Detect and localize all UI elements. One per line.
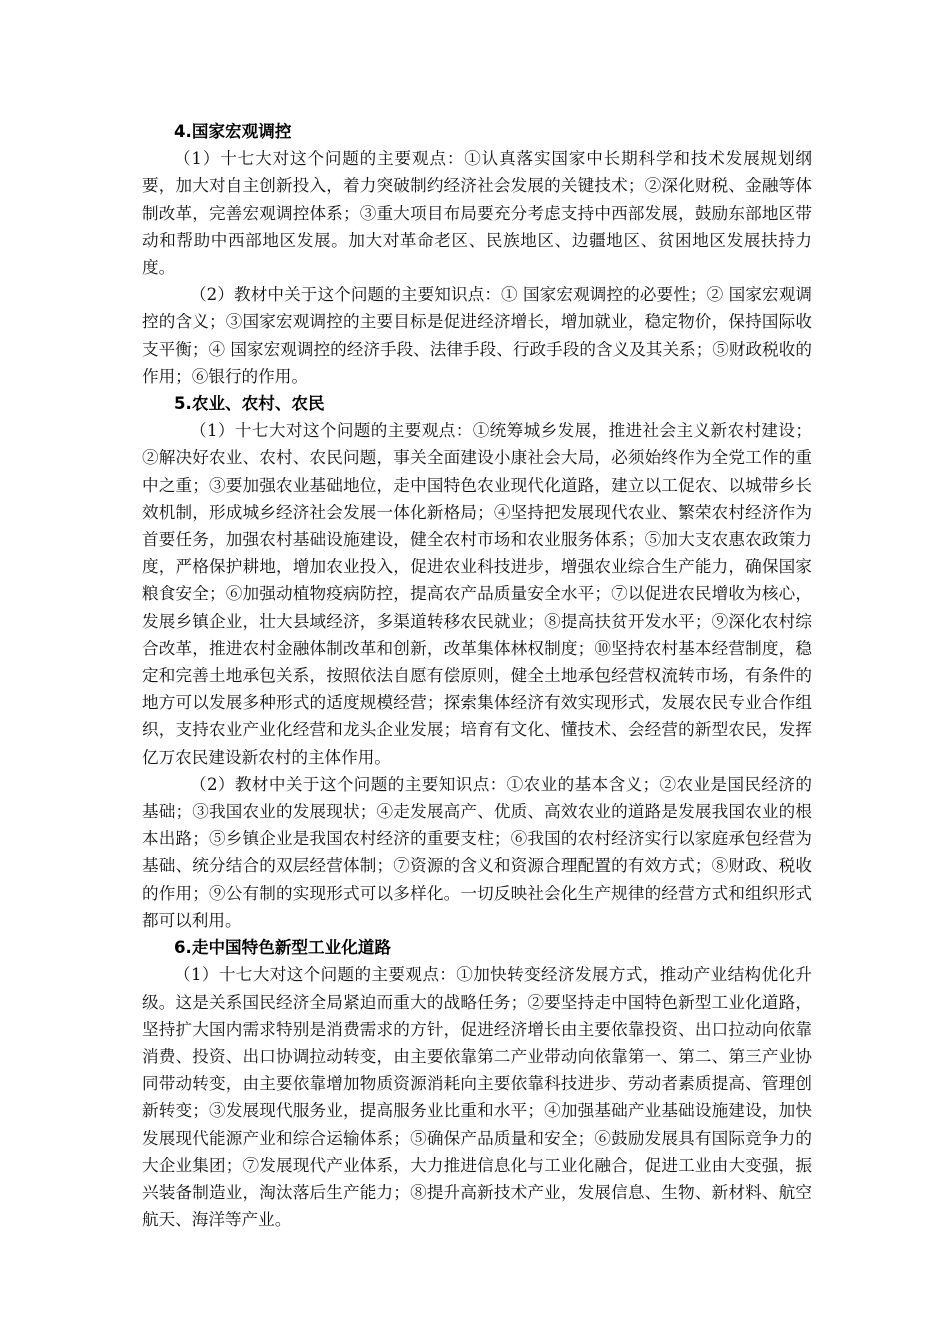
section-heading-industrialization: 6.走中国特色新型工业化道路	[174, 938, 391, 958]
paragraph-agriculture-congress-views: （1）十七大对这个问题的主要观点：①统筹城乡发展，推进社会主义新农村建设；②解决好农业、农村、农民问题，事关全面建设小康社会大局，必须始终作为全党工作的重中之重；③要加强农业基础地位，走中国特色农业现代化道路，建立以工促农、以城带乡长效机制，形成城乡经济社会发展一体化新格局；④坚持把发展现代农业、繁荣农村经济作为首要任务，加强农村基础设施建设，健全农村市场和农业服务体系；⑤加大支农惠农政策力度，严格保护耕地，增加农业投入，促进农业科技进步，增强农业综合生产能力，确保国家粮食安全；⑥加强动植物疫病防控，提高农产品质量安全水平；⑦以促进农民增收为核心，发展乡镇企业，壮大县域经济，多渠道转移农民就业；⑧提高扶贫开发水平；⑨深化农村综合改革，推进农村金融体制改革和创新，改革集体林权制度；⑩坚持农村基本经营制度，稳定和完善土地承包关系，按照依法自愿有偿原则，健全土地承包经营权流转市场，有条件的地方可以发展多种形式的适度规模经营；探索集体经济有效实现形式，发展农民专业合作组织，支持农业产业化经营和龙头企业发展；培育有文化、懂技术、会经营的新型农民，发挥亿万农民建设新农村的主体作用。	[142, 421, 812, 767]
section-heading-macro-control: 4.国家宏观调控	[174, 122, 292, 141]
section-heading-agriculture: 5.农业、农村、农民	[174, 394, 325, 414]
paragraph-agriculture-textbook-points: （2）教材中关于这个问题的主要知识点：①农业的基本含义；②农业是国民经济的基础；③我国农业的发展现状；④走发展高产、优质、高效农业的道路是发展我国农业的根本出路；⑤乡镇企业是我国农村经济的重要支柱；⑥我国的农村经济实行以家庭承包经营为基础、统分结合的双层经营体制；⑦资源的含义和资源合理配置的有效方式；⑧财政、税收的作用；⑨公有制的实现形式可以多样化。一切反映社会化生产规律的经营方式和组织形式都可以利用。	[142, 774, 812, 930]
document-body	[142, 118, 812, 1233]
paragraph-macro-control-congress-views: （1）十七大对这个问题的主要观点：①认真落实国家中长期科学和技术发展规划纲要，加大对自主创新投入，着力突破制约经济社会发展的关键技术；②深化财税、金融等体制改革，完善宏观调控体系；③重大项目布局要充分考虑支持中西部发展，鼓励东部地区带动和帮助中西部地区发展。加大对革命老区、民族地区、边疆地区、贫困地区发展扶持力度。	[142, 149, 812, 278]
paragraph-macro-control-textbook-points: （2）教材中关于这个问题的主要知识点：① 国家宏观调控的必要性；② 国家宏观调控的含义；③国家宏观调控的主要目标是促进经济增长，增加就业，稳定物价，保持国际收支平衡；④ 国家宏观调控的经济手段、法律手段、行政手段的含义及其关系；⑤财政税收的作用；⑥银行的作用。	[142, 285, 812, 386]
paragraph-industrialization-congress-views: （1）十七大对这个问题的主要观点：①加快转变经济发展方式，推动产业结构优化升级。这是关系国民经济全局紧迫而重大的战略任务；②要坚持走中国特色新型工业化道路，坚持扩大国内需求特别是消费需求的方针，促进经济增长由主要依靠投资、出口拉动向依靠消费、投资、出口协调拉动转变，由主要依靠第二产业带动向依靠第一、第二、第三产业协同带动转变，由主要依靠增加物质资源消耗向主要依靠科技进步、劳动者素质提高、管理创新转变；③发展现代服务业，提高服务业比重和水平；④加强基础产业基础设施建设，加快发展现代能源产业和综合运输体系；⑤确保产品质量和安全；⑥鼓励发展具有国际竞争力的大企业集团；⑦发展现代产业体系，大力推进信息化与工业化融合，促进工业由大变强，振兴装备制造业，淘汰落后生产能力；⑧提升高新技术产业，发展信息、生物、新材料、航空航天、海洋等产业。	[142, 965, 812, 1230]
